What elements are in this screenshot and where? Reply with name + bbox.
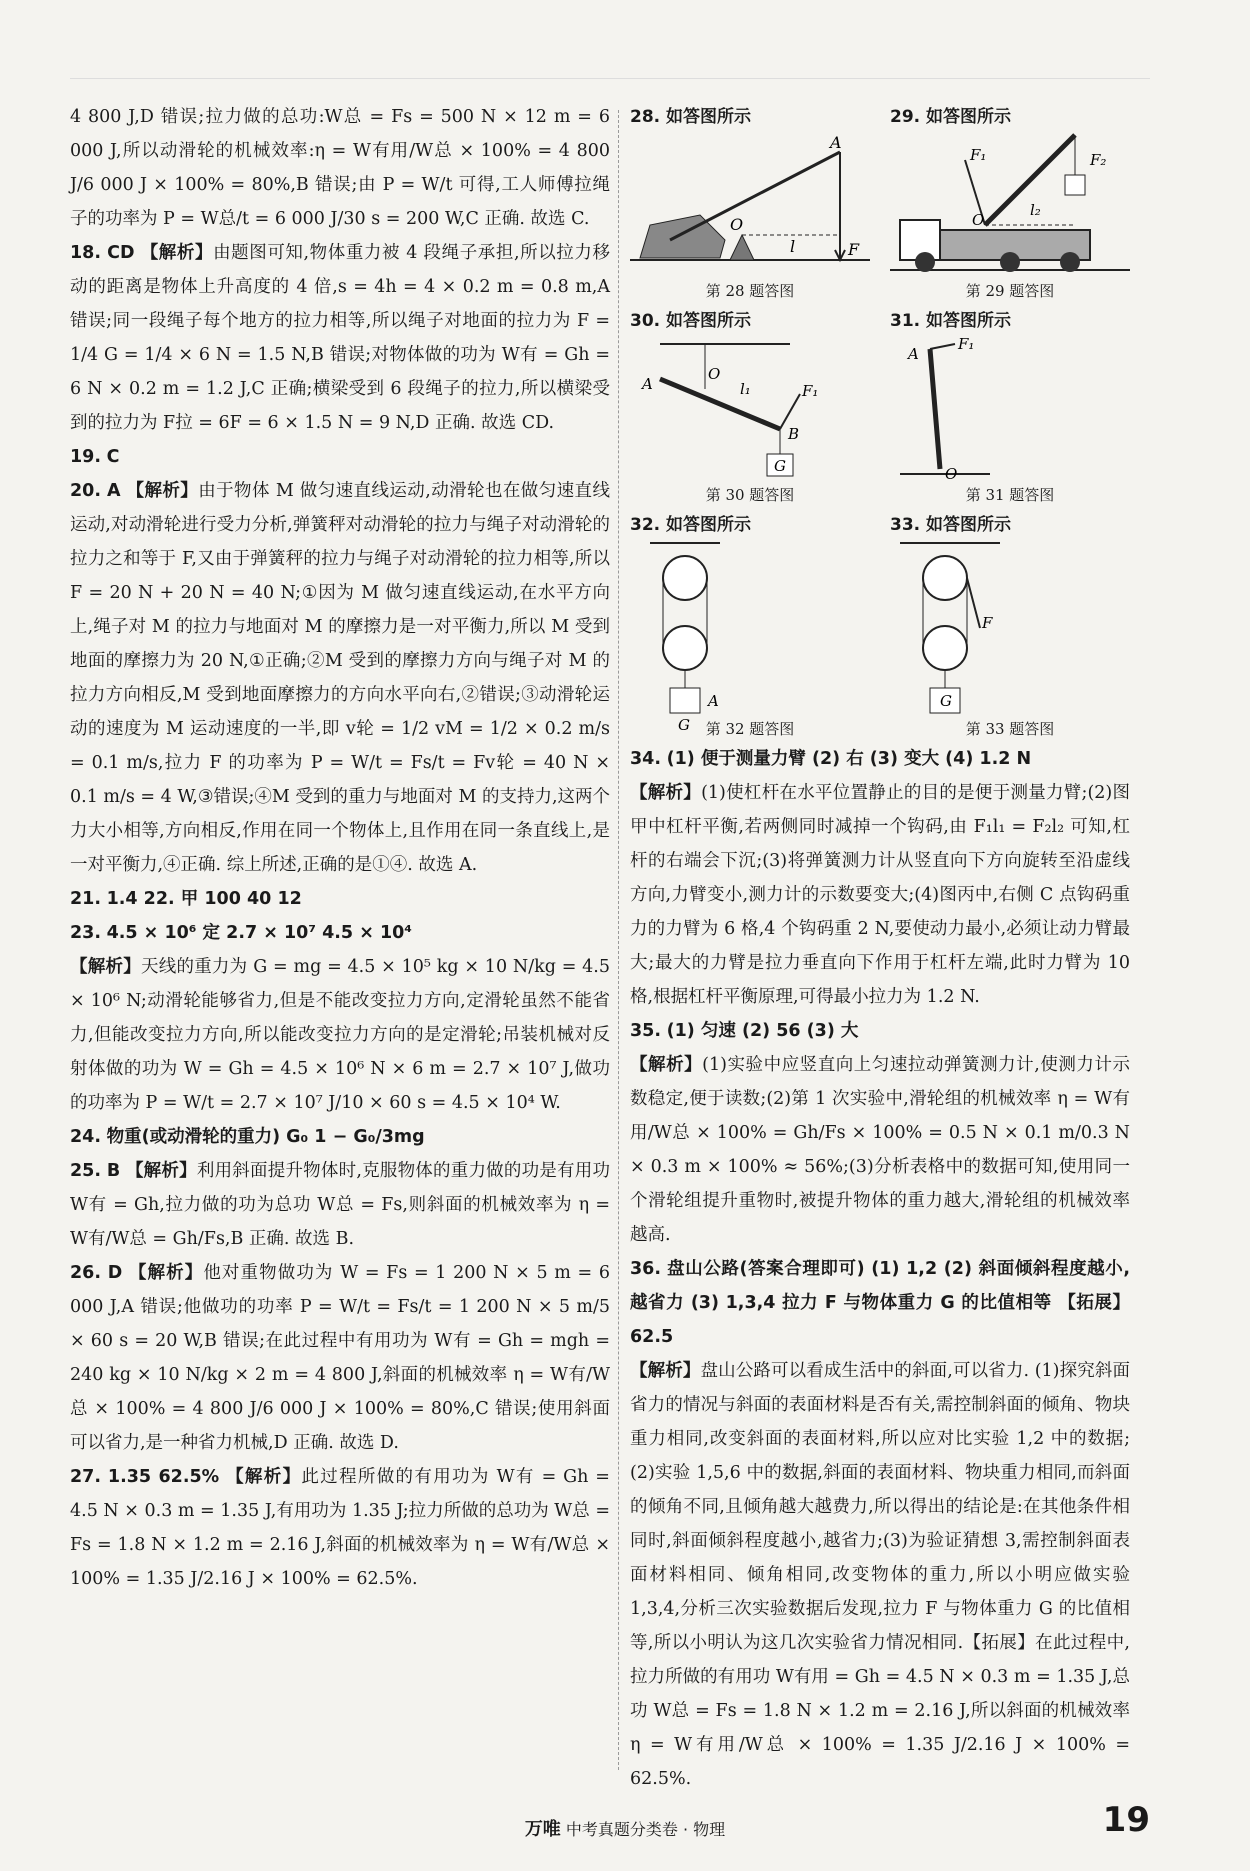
label-F2: F₂ [1090,151,1107,169]
top-rule [70,78,1150,79]
figure-caption: 第 29 题答图 [965,282,1055,300]
answer-item [70,100,610,236]
figure-row [630,100,1130,304]
question-number: 20. [70,481,102,501]
book-title: 中考真题分类卷 · 物理 [565,1820,726,1839]
question-number: 18. [70,243,102,263]
figure-title: 30. 如答图所示 [630,311,752,331]
question-number: 36. [630,1259,662,1279]
crane-truck-diagram [890,130,1130,280]
label-A: A [642,375,653,393]
answer-item [70,440,610,474]
figure-q32 [630,508,870,742]
question-number: 19. [70,447,102,467]
label-l: l [790,237,796,256]
answer-item [70,1460,610,1596]
figure-caption: 第 30 题答图 [705,486,795,504]
answer-key: 物重(或动滑轮的重力) G₀ 1 − G₀/3mg [106,1127,425,1147]
figure-caption: 第 28 题答图 [705,282,795,300]
label-F: F [982,614,993,632]
analysis-text: 此过程所做的有用功为 W有 = Gh = 4.5 N × 0.3 m = 1.35 J,有用功为 1.35 J;拉力所做的总功为 W总 = Fs = 1.8 N × 1.2 m = 2.16 J,斜面的机械效率为 η = W有/W总 × 100% = 1.35 J/2.16 J × 100% = 62.5%. [70,1467,610,1589]
label-G: G [678,716,690,734]
left-column [70,100,610,1596]
label-G: G [940,692,952,710]
answer-item [70,1120,610,1154]
answer-key: (1) 匀速 (2) 56 (3) 大 [666,1021,859,1041]
figure-q28 [630,100,870,304]
answer-item [630,1014,1130,1252]
answer-item [630,1252,1130,1354]
answer-item [70,474,610,882]
answer-key: D [107,1263,123,1283]
figure-caption: 第 31 题答图 [965,486,1055,504]
answer-key: 1.4 22. 甲 100 40 12 [106,889,302,909]
analysis-text: 利用斜面提升物体时,克服物体的重力做的功是有用功 W有 = Gh,拉力做的功为总功 W总 = Fs,则斜面的机械效率为 η = W有/W总 = Gh/Fs,B 正确. 故选 B. [70,1161,610,1249]
label-O: O [945,465,958,483]
answer-item [630,1354,1130,1796]
figure-q33 [890,508,1130,742]
lever-rock-diagram [630,130,870,280]
figure-q31 [890,304,1130,508]
analysis-text: (1)实验中应竖直向上匀速拉动弹簧测力计,使测力计示数稳定,便于读数;(2)第 1 次实验中,滑轮组的机械效率 η = W有用/W总 × 100% = Gh/Fs × 100% = 0.5 N × 0.1 m/0.3 N × 0.3 m × 100% ≈ 56%;(3)分析表格中的数据可知,使用同一个滑轮组提升重物时,被提升物体的重力越大,滑轮组的机械效率越高. [630,1055,1130,1245]
figure-caption: 第 32 题答图 [705,720,795,738]
figure-row [630,508,1130,742]
label-A: A [908,345,919,363]
label-F1: F₁ [970,146,987,164]
analysis-tag: 【解析】 [630,783,702,803]
analysis-tag: 【解析】 [226,1467,302,1487]
figure-row [630,304,1130,508]
answer-key: 4.5 × 10⁶ 定 2.7 × 10⁷ 4.5 × 10⁴ [106,923,412,943]
figure-q30 [630,304,870,508]
question-number: 34. [630,749,662,769]
hammer-lever-diagram [890,334,1130,484]
label-O: O [730,215,744,234]
question-number: 35. [630,1021,662,1041]
label-F1: F₁ [958,335,975,353]
answer-item [70,882,610,916]
analysis-tag: 【解析】 [630,1055,703,1075]
answer-key: B [106,1161,121,1181]
analysis-tag: 【解析】 [125,1161,197,1181]
question-number: 27. [70,1467,102,1487]
label-F1: F₁ [802,382,819,400]
answer-key: CD [107,243,135,263]
label-O: O [972,211,985,229]
label-l2: l₂ [1030,201,1041,219]
label-A: A [708,692,719,710]
analysis-text: 天线的重力为 G = mg = 4.5 × 10⁵ kg × 10 N/kg = 4.5 × 10⁶ N;动滑轮能够省力,但是不能改变拉力方向,定滑轮虽然不能省力,但能改变拉力方向,所以能改变拉力方向的是定滑轮;吊装机械对反射体做的功为 W = Gh = 4.5 × 10⁶ N × 6 m = 2.7 × 10⁷ J,做功的功率为 P = W/t = 2.7 × 10⁷ J/10 × 60 s = 4.5 × 10⁴ W. [70,957,610,1113]
column-divider [618,110,619,1770]
analysis-text: 盘山公路可以看成生活中的斜面,可以省力. (1)探究斜面省力的情况与斜面的表面材料是否有关,需控制斜面的倾角、物块重力相同,改变斜面的表面材料,所以应对比实验 1,2 中的数据;(2)实验 1,5,6 中的数据,斜面的表面材料、物块重力相同,而斜面的倾角不同,且倾角越大越费力,所以得出的结论是:在其他条件相同时,斜面倾斜程度越小,越省力;(3)为验证猜想 3,需控制斜面表面材料相同、倾角相同,改变物体的重力,所以小明应做实验 1,3,4,分析三次实验数据后发现,拉力 F 与物体重力 G 的比值相等,所以小明认为这几次实验省力情况相同.【拓展】在此过程中,拉力所做的有用功 W有用 = Gh = 4.5 N × 0.3 m = 1.35 J,总功 W总 = Fs = 1.8 N × 1.2 m = 2.16 J,所以斜面的机械效率 η = W有用/W总 × 100% = 1.35 J/2.16 J × 100% = 62.5%. [630,1361,1131,1789]
analysis-text: (1)使杠杆在水平位置静止的目的是便于测量力臂;(2)图甲中杠杆平衡,若两侧同时减掉一个钩码,由 F₁l₁ = F₂l₂ 可知,杠杆的右端会下沉;(3)将弹簧测力计从竖直向下方向旋转至沿虚线方向,力臂变小,测力计的示数要变大;(4)图丙中,右侧 C 点钩码重力的力臂为 6 格,4 个钩码重 2 N,要使动力最小,必须让动力臂最大;最大的力臂是拉力垂直向下作用于杠杆左端,此时力臂为 10 格,根据杠杆平衡原理,可得最小拉力为 1.2 N. [630,783,1131,1007]
analysis-tag: 【解析】 [128,1263,204,1283]
analysis-tag: 【解析】 [140,243,214,263]
answer-item [70,1256,610,1460]
analysis-text: 由题图可知,物体重力被 4 段绳子承担,所以拉力移动的距离是物体上升高度的 4 倍,s = 4h = 4 × 0.2 m = 0.8 m,A 错误;同一段绳子每个地方的拉力相等,所以绳子对地面的拉力为 F = 1/4 G = 1/4 × 6 N = 1.5 N,B 错误;对物体做的功为 W有 = Gh = 6 N × 0.2 m = 1.2 J,C 正确;横梁受到 6 段绳子的拉力,所以横梁受到的拉力为 F拉 = 6F = 6 × 1.5 N = 9 N,D 正确. 故选 CD. [70,243,610,433]
question-number: 21. [70,889,102,909]
analysis-tag: 【解析】 [126,481,199,501]
label-F: F [848,240,860,259]
answer-item [70,916,610,950]
answer-item [70,236,610,440]
question-number: 25. [70,1161,102,1181]
analysis-tag: 【解析】 [630,1361,701,1381]
label-l1: l₁ [740,380,751,398]
answer-item [70,1154,610,1256]
label-A: A [830,133,842,152]
right-column [630,100,1130,1796]
answer-key: 1.35 62.5% [107,1467,220,1487]
question-number: 26. [70,1263,102,1283]
pulley-block-diagram [890,538,1130,718]
answer-key: A [107,481,121,501]
figure-title: 33. 如答图所示 [890,515,1012,535]
answer-key: 盘山公路(答案合理即可) (1) 1,2 (2) 斜面倾斜程度越小,越省力 (3) 1,3,4 拉力 F 与物体重力 G 的比值相等 【拓展】62.5 [630,1259,1130,1347]
analysis-text: 他对重物做功为 W = Fs = 1 200 N × 5 m = 6 000 J,A 错误;他做功的功率 P = W/t = Fs/t = 1 200 N × 5 m/5 × 60 s = 20 W,B 错误;在此过程中有用功为 W有 = Gh = mgh = 240 kg × 10 N/kg × 2 m = 4 800 J,斜面的机械效率 η = W有/W总 × 100% = 4 800 J/6 000 J × 100% = 80%,C 错误;使用斜面可以省力,是一种省力机械,D 正确. 故选 D. [70,1263,610,1453]
figure-title: 29. 如答图所示 [890,107,1012,127]
label-B: B [788,425,800,443]
answer-key: C [106,447,120,467]
analysis-text: 4 800 J,D 错误;拉力做的总功:W总 = Fs = 500 N × 12 m = 6 000 J,所以动滑轮的机械效率:η = W有用/W总 × 100% = 4 800 J/6 000 J × 100% = 80%,B 错误;由 P = W/t 可得,工人师傅拉绳子的功率为 P = W总/t = 6 000 J/30 s = 200 W,C 正确. 故选 C. [70,107,610,229]
analysis-tag: 【解析】 [70,957,141,977]
figure-caption: 第 33 题答图 [965,720,1055,738]
lever-hanging-diagram [630,334,870,484]
answer-key: (1) 便于测量力臂 (2) 右 (3) 变大 (4) 1.2 N [666,749,1032,769]
answer-item [70,950,610,1120]
figure-q29 [890,100,1130,304]
figure-title: 32. 如答图所示 [630,515,752,535]
question-number: 24. [70,1127,102,1147]
figure-title: 31. 如答图所示 [890,311,1012,331]
label-G: G [774,457,786,475]
page-footer [0,1815,1250,1841]
label-O: O [708,365,721,383]
analysis-text: 由于物体 M 做匀速直线运动,动滑轮也在做匀速直线运动,对动滑轮进行受力分析,弹簧秤对动滑轮的拉力与绳子对动滑轮的拉力之和等于 F,又由于弹簧秤的拉力与绳子对动滑轮的拉力相等,所以 F = 20 N + 20 N = 40 N;①因为 M 做匀速直线运动,在水平方向上,绳子对 M 的拉力与地面对 M 的摩擦力是一对平衡力,所以 M 受到地面的摩擦力为 20 N,①正确;②M 受到的摩擦力方向与绳子对 M 的拉力方向相反,M 受到地面摩擦力的方向水平向右,②错误;③动滑轮运动的速度为 M 运动速度的一半,即 v轮 = 1/2 vM = 1/2 × 0.2 m/s = 0.1 m/s,拉力 F 的功率为 P = W/t = Fs/t = Fv轮 = 40 N × 0.1 m/s = 4 W,③错误;④M 受到的重力与地面对 M 的支持力,这两个力大小相等,方向相反,作用在同一个物体上,且作用在同一条直线上,是一对平衡力,④正确. 综上所述,正确的是①④. 故选 A. [70,481,611,875]
answer-item [630,742,1130,1014]
question-number: 23. [70,923,102,943]
brand-logo: 万唯 [524,1819,561,1840]
page-number: 19 [1102,1800,1150,1840]
figure-title: 28. 如答图所示 [630,107,752,127]
